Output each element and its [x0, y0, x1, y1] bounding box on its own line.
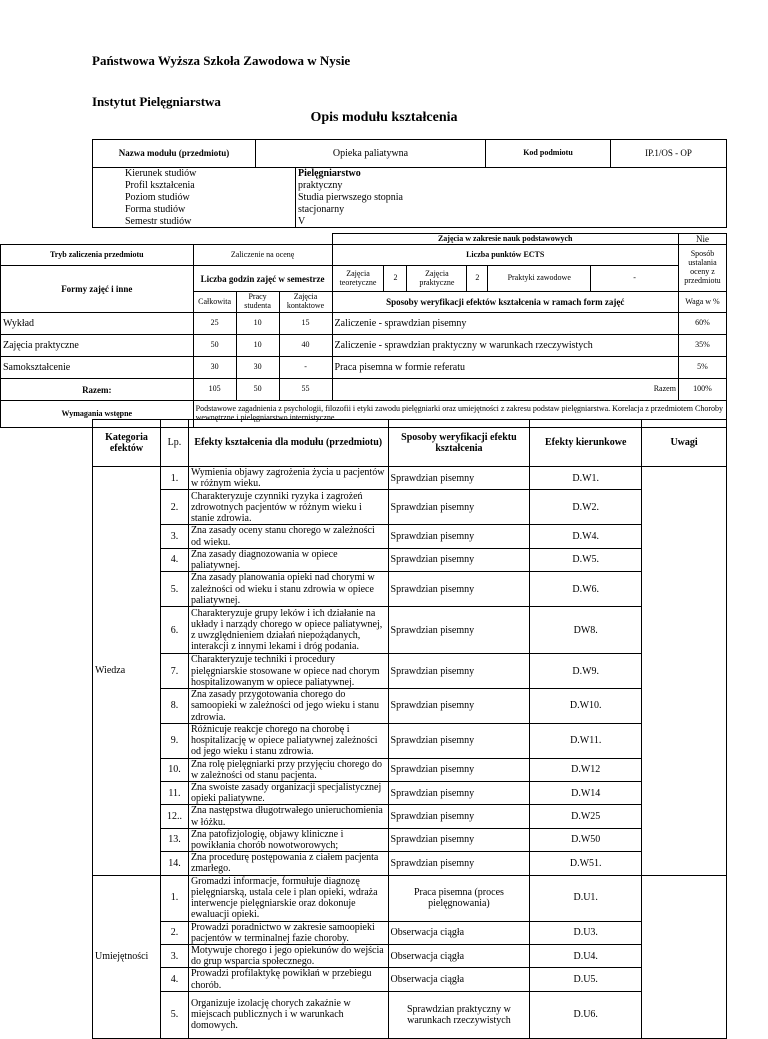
h-kat: Kategoria efektów	[93, 420, 161, 467]
zt-label: Zajęcia teoretyczne	[332, 266, 384, 292]
effect-text: Zna zasady przygotowania chorego do samoopieki w zależności od jego wieku i stanu zdrowia.	[188, 689, 388, 724]
lp: 10.	[160, 758, 188, 781]
effect-method: Sprawdzian pisemny	[388, 548, 530, 571]
effect-code: DW8.	[530, 607, 642, 654]
effect-method: Sprawdzian pisemny	[388, 782, 530, 805]
info-label: Kierunek studiów	[93, 168, 296, 180]
form-row-c: 30	[193, 357, 236, 379]
lp: 6.	[160, 607, 188, 654]
effect-method: Sprawdzian pisemny	[388, 525, 530, 548]
module-code-value: IP.1/OS - OP	[611, 140, 727, 168]
effect-method: Sprawdzian pisemny	[388, 607, 530, 654]
razem2-label: Razem	[591, 379, 679, 401]
effect-text: Wymienia objawy zagrożenia życia u pacjentów w różnym wieku.	[188, 467, 388, 490]
effect-method: Sprawdzian pisemny	[388, 490, 530, 525]
h-uwagi: Uwagi	[642, 420, 727, 467]
form-row-k: 15	[279, 313, 332, 335]
module-code-label: Kod podmiotu	[486, 140, 611, 168]
effect-method: Sprawdzian pisemny	[388, 758, 530, 781]
lp: 8.	[160, 689, 188, 724]
effect-text: Charakteryzuje grupy leków i ich działanie na układy i narządy chorego w opiece paliatywnej, z uwzględnieniem działań niepożądanych, interakcji z innymi lekami i dróg podania.	[188, 607, 388, 654]
effect-text: Zna następstwa długotrwałego unieruchomienia w łóżku.	[188, 805, 388, 828]
razem-p: 50	[236, 379, 279, 401]
effect-text: Zna rolę pielęgniarki przy przyjęciu chorego do w zależności od stanu pacjenta.	[188, 758, 388, 781]
lp: 4.	[160, 548, 188, 571]
zp-value: 2	[467, 266, 488, 292]
lp: 5.	[160, 572, 188, 607]
h-kier: Efekty kierunkowe	[530, 420, 642, 467]
effect-method: Sprawdzian pisemny	[388, 828, 530, 851]
effect-text: Zna zasady diagnozowania w opiece paliatywnej.	[188, 548, 388, 571]
effect-code: D.U4.	[530, 944, 642, 967]
form-row-name: Samokształcenie	[1, 357, 194, 379]
lp: 14.	[160, 852, 188, 875]
calk-label: Całkowita	[193, 292, 236, 313]
form-row-w: 35%	[678, 335, 726, 357]
cat-umiej: Umiejętności	[93, 875, 161, 1038]
lp: 9.	[160, 723, 188, 758]
page-title: Opis modułu kształcenia	[310, 110, 458, 125]
form-row-name: Zajęcia praktyczne	[1, 335, 194, 357]
form-row-c: 25	[193, 313, 236, 335]
razem-c: 105	[193, 379, 236, 401]
kont-label: Zajęcia kontaktowe	[279, 292, 332, 313]
h-ef: Efekty kształcenia dla modułu (przedmiotu)	[188, 420, 388, 467]
basics-label: Zajęcia w zakresie nauk podstawowych	[332, 234, 678, 245]
effect-text: Organizuje izolację chorych zakaźnie w miejscach publicznych i w warunkach domowych.	[188, 991, 388, 1038]
zp-label: Zajęcia praktyczne	[407, 266, 467, 292]
tryb-label: Tryb zaliczenia przedmiotu	[1, 245, 194, 266]
wym-label: Wymagania wstępne	[1, 401, 194, 428]
info-label: Poziom studiów	[93, 192, 296, 204]
form-row-name: Wykład	[1, 313, 194, 335]
form-row-method: Praca pisemna w formie referatu	[332, 357, 678, 379]
module-table	[92, 139, 727, 168]
effect-code: D.W25	[530, 805, 642, 828]
effect-text: Charakteryzuje czynniki ryzyka i zagrożeń zdrowotnych pacjentów w różnym wieku i stanie zdrowia.	[188, 490, 388, 525]
lp: 2.	[160, 921, 188, 944]
effect-method: Sprawdzian pisemny	[388, 572, 530, 607]
lp: 1.	[160, 467, 188, 490]
lp: 12..	[160, 805, 188, 828]
effect-method: Praca pisemna (proces pielęgnowania)	[388, 875, 530, 921]
form-row-w: 60%	[678, 313, 726, 335]
lp: 2.	[160, 490, 188, 525]
effect-method: Sprawdzian pisemny	[388, 689, 530, 724]
effect-code: D.U1.	[530, 875, 642, 921]
effect-code: D.W6.	[530, 572, 642, 607]
wym-text: Podstawowe zagadnienia z psychologii, filozofii i etyki zawodu pielęgniarki oraz umiejętności z zakresu podstaw pielęgniarstwa. Korelacja z przedmiotem Choroby wewnętrzne i pielęgniarstwo internistyczne.	[193, 401, 726, 428]
info-label: Forma studiów	[93, 204, 296, 216]
effect-text: Prowadzi poradnictwo w zakresie samoopieki pacjentów w terminalnej fazie choroby.	[188, 921, 388, 944]
effect-method: Sprawdzian pisemny	[388, 805, 530, 828]
lp: 3.	[160, 944, 188, 967]
form-row-k: 40	[279, 335, 332, 357]
effect-code: D.W51.	[530, 852, 642, 875]
info-label: Profil kształcenia	[93, 180, 296, 192]
effect-code: D.U5.	[530, 968, 642, 991]
pz-value: -	[591, 266, 679, 292]
effect-code: D.W50	[530, 828, 642, 851]
info-value: V	[296, 216, 727, 228]
effect-method: Sprawdzian praktyczny w warunkach rzeczywistych	[388, 991, 530, 1038]
effect-code: D.W2.	[530, 490, 642, 525]
effect-code: D.W12	[530, 758, 642, 781]
lp: 3.	[160, 525, 188, 548]
lp: 1.	[160, 875, 188, 921]
form-row-method: Zaliczenie - sprawdzian praktyczny w warunkach rzeczywistych	[332, 335, 678, 357]
forms-table	[0, 233, 727, 428]
effect-text: Gromadzi informacje, formułuje diagnozę pielęgniarską, ustala cele i plan opieki, wdraża interwencje pielęgniarskie oraz dokonuje ewaluacji opieki.	[188, 875, 388, 921]
info-value: praktyczny	[296, 180, 727, 192]
effect-text: Zna zasady oceny stanu chorego w zależności od wieku.	[188, 525, 388, 548]
effect-text: Motywuje chorego i jego opiekunów do wejścia do grup wsparcia społecznego.	[188, 944, 388, 967]
razem-k: 55	[279, 379, 332, 401]
waga-label: Waga w %	[678, 292, 726, 313]
effect-code: D.W1.	[530, 467, 642, 490]
info-value: Pielęgniarstwo	[296, 168, 727, 180]
pz-label: Praktyki zawodowe	[488, 266, 591, 292]
effect-text: Zna patofizjologię, objawy kliniczne i powikłania chorób nowotworowych;	[188, 828, 388, 851]
effect-code: D.W9.	[530, 654, 642, 689]
form-row-k: -	[279, 357, 332, 379]
zt-value: 2	[384, 266, 407, 292]
effect-code: D.U6.	[530, 991, 642, 1038]
lp: 13.	[160, 828, 188, 851]
form-row-c: 50	[193, 335, 236, 357]
razem-label: Razem:	[1, 379, 194, 401]
effect-method: Sprawdzian pisemny	[388, 467, 530, 490]
form-row-w: 5%	[678, 357, 726, 379]
cat-wiedza: Wiedza	[93, 467, 161, 876]
info-value: Studia pierwszego stopnia	[296, 192, 727, 204]
form-row-p: 30	[236, 357, 279, 379]
formy-label: Formy zajęć i inne	[1, 266, 194, 313]
ects-label: Liczba punktów ECTS	[332, 245, 678, 266]
module-name-value: Opieka paliatywna	[256, 140, 486, 168]
effect-text: Różnicuje reakcje chorego na chorobę i hospitalizację w opiece paliatywnej zależności od jego wieku i stanu zdrowia.	[188, 723, 388, 758]
praca-label: Pracy studenta	[236, 292, 279, 313]
form-row-p: 10	[236, 335, 279, 357]
h-lp: Lp.	[160, 420, 188, 467]
spos-wer-label: Sposoby weryfikacji efektów kształcenia w ramach form zajęć	[332, 292, 678, 313]
effect-method: Obserwacja ciągła	[388, 921, 530, 944]
effect-code: D.W14	[530, 782, 642, 805]
institute-name: Instytut Pielęgniarstwa	[92, 94, 221, 109]
effect-code: D.W4.	[530, 525, 642, 548]
effect-code: D.W5.	[530, 548, 642, 571]
effect-code: D.W11.	[530, 723, 642, 758]
tryb-value: Zaliczenie na ocenę	[193, 245, 332, 266]
school-name: Państwowa Wyższa Szkoła Zawodowa w Nysie	[92, 53, 351, 68]
effect-text: Zna procedurę postępowania z ciałem pacjenta zmarłego.	[188, 852, 388, 875]
lp: 5.	[160, 991, 188, 1038]
effects-table	[92, 419, 727, 1039]
form-row-method: Zaliczenie - sprawdzian pisemny	[332, 313, 678, 335]
effect-code: D.U3.	[530, 921, 642, 944]
effect-text: Zna swoiste zasady organizacji specjalistycznej opieki paliatywne.	[188, 782, 388, 805]
godziny-label: Liczba godzin zajęć w semestrze	[193, 266, 332, 292]
effect-method: Sprawdzian pisemny	[388, 723, 530, 758]
lp: 11.	[160, 782, 188, 805]
effect-method: Sprawdzian pisemny	[388, 654, 530, 689]
h-spos: Sposoby weryfikacji efektu kształcenia	[388, 420, 530, 467]
lp: 7.	[160, 654, 188, 689]
effect-method: Sprawdzian pisemny	[388, 852, 530, 875]
sposob-label: Sposób ustalania oceny z przedmiotu	[678, 245, 726, 292]
info-table	[92, 167, 727, 228]
effect-text: Prowadzi profilaktykę powikłań w przebiegu chorób.	[188, 968, 388, 991]
effect-code: D.W10.	[530, 689, 642, 724]
info-label: Semestr studiów	[93, 216, 296, 228]
lp: 4.	[160, 968, 188, 991]
effect-text: Zna zasady planowania opieki nad chorymi w zależności od wieku i stanu zdrowia w opiece paliatywnej.	[188, 572, 388, 607]
basics-value: Nie	[678, 234, 726, 245]
razem-w: 100%	[678, 379, 726, 401]
module-name-label: Nazwa modułu (przedmiotu)	[93, 140, 256, 168]
effect-method: Obserwacja ciągła	[388, 944, 530, 967]
info-value: stacjonarny	[296, 204, 727, 216]
form-row-p: 10	[236, 313, 279, 335]
effect-text: Charakteryzuje techniki i procedury pielęgniarskie stosowane w opiece nad chorym hospitalizowanym w opiece paliatywnej.	[188, 654, 388, 689]
effect-method: Obserwacja ciągła	[388, 968, 530, 991]
